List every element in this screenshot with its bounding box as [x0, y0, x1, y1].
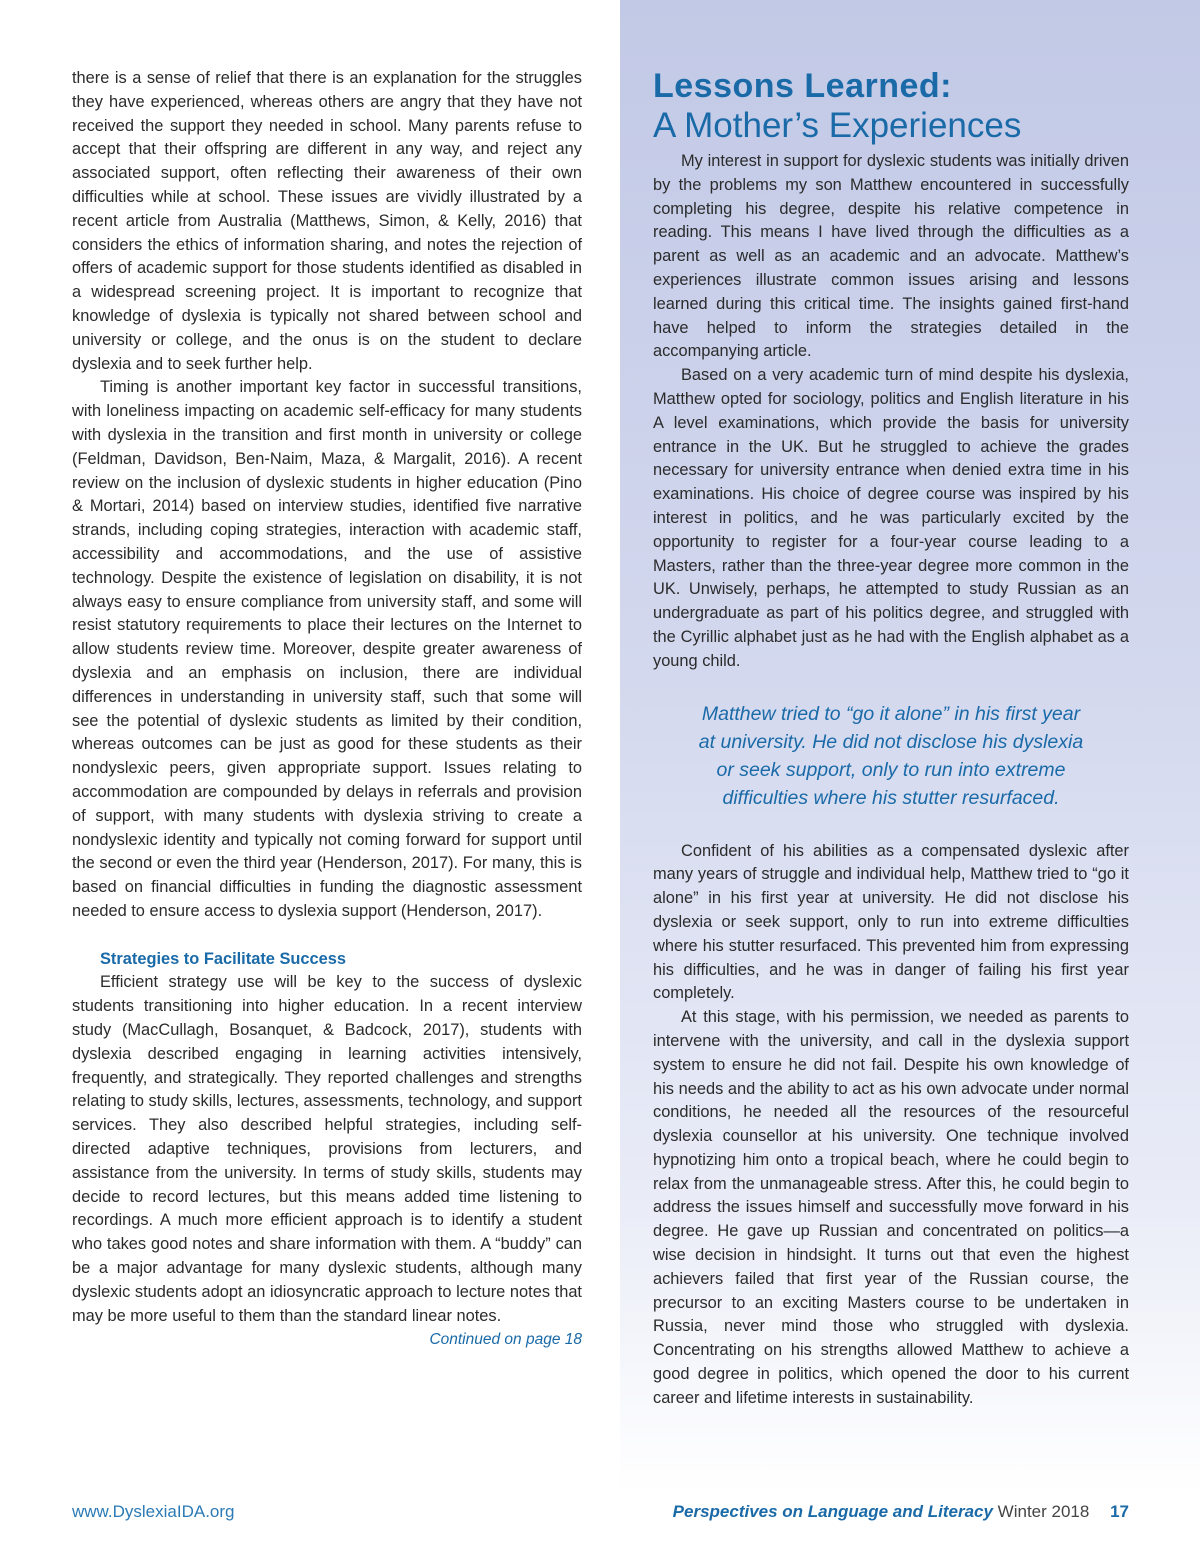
page-number: 17: [1110, 1502, 1129, 1521]
sidebar-column: [653, 150, 1129, 1411]
continued-link[interactable]: Continued on page 18: [429, 1331, 582, 1349]
section-heading: Strategies to Facilitate Success: [100, 949, 346, 968]
sidebar-paragraph: Confident of his abilities as a compensated dyslexic after many years of struggle and individual help, Matthew tried to “go it alone” in his first year at university. He did not disclose his dyslexia or seek support, only to run into extreme difficulties where his stutter resurfaced. This prevented him from expressing his difficulties, and he was in danger of failing his first year completely.: [653, 841, 1129, 1003]
sidebar-title: [653, 66, 1173, 146]
sidebar-paragraph: My interest in support for dyslexic students was initially driven by the problems my son Matthew encountered in successfully completing his degree, despite his relative competence in reading. This means I have lived through the difficulties as a parent as well as an academic and an advocate. Matthew’s experiences illustrate common issues arising and lessons learned during this critical time. The insights gained first-hand have helped to inform the strategies detailed in the accompanying article.: [653, 152, 1129, 361]
sidebar-paragraph: Based on a very academic turn of mind despite his dyslexia, Matthew opted for sociology, politics and English literature in his A level examinations, which provide the basis for university entrance in the UK. But he struggled to achieve the grades necessary for university entrance when denied extra time in his examinations. His choice of degree course was inspired by his interest in politics, and he was particularly excited by the opportunity to register for a four-year course leading to a Masters, rather than the three-year degree more common in the UK. Unwisely, perhaps, he attempted to study Russian as an undergraduate as part of his politics degree, and struggled with the Cyrillic alphabet just as he had with the English alphabet as a young child.: [653, 366, 1129, 670]
footer-publication: Perspectives on Language and Literacy: [672, 1502, 993, 1521]
body-paragraph: Timing is another important key factor in successful transitions, with loneliness impacting on academic self-efficacy for many students with dyslexia in the transition and first month in university or college (Feldman, Davidson, Ben-Naim, Maza, & Margalit, 2016). A recent review on the inclusion of dyslexic students in higher education (Pino & Mortari, 2014) based on interview studies, identified five narrative strands, including coping strategies, interaction with academic staff, accessibility and accommodations, and the use of assistive technology. Despite the existence of legislation on disability, it is not always easy to ensure compliance from university staff, and some will resist statutory requirements to place their lectures on the Internet to allow students review time. Moreover, despite greater awareness of dyslexia and an emphasis on inclusion, there are individual differences in understanding in university staff, such that some will see the potential of dyslexic students as limited by their condition, whereas outcomes can be just as good for these students as their nondyslexic peers, given appropriate support. Issues relating to accommodation are compounded by delays in referrals and provision of support, with many students with dyslexia striving to create a nondyslexic identity and typically not coming forward for support until the second or even the third year (Henderson, 2017). For many, this is based on financial difficulties in funding the diagnostic assessment needed to ensure access to dyslexia support (Henderson, 2017).: [72, 378, 582, 920]
pull-quote-line: difficulties where his stutter resurfaced.: [722, 786, 1060, 809]
body-paragraph: there is a sense of relief that there is an explanation for the struggles they have experienced, whereas others are angry that they have not received the support they needed in school. Many parents refuse to accept that their offspring are different in any way, and reject any associated support, often reflecting their awareness of their own difficulties while at school. These issues are vividly illustrated by a recent article from Australia (Matthews, Simon, & Kelly, 2016) that considers the ethics of information sharing, and notes the rejection of offers of academic support for those students identified as disabled in a widespread screening project. It is important to recognize that knowledge of dyslexia is typically not shared between school and university or college, and the onus is on the student to declare dyslexia and to seek further help.: [72, 69, 582, 373]
footer-website-link[interactable]: www.DyslexiaIDA.org: [72, 1502, 235, 1521]
body-paragraph: Efficient strategy use will be key to the success of dyslexic students transitioning into higher education. In a recent interview study (MacCullagh, Bosanquet, & Badcock, 2017), students with dyslexia described engaging in learning activities intensively, frequently, and strategically. They reported challenges and strengths relating to study skills, lectures, assessments, technology, and support services. They also described helpful strategies, including self-directed adaptive techniques, provisions from lecturers, and assistance from the university. In terms of study skills, students may decide to record lectures, but this means added time listening to recordings. A much more efficient approach is to identify a student who takes good notes and share information with them. A “buddy” can be a major advantage for many dyslexic students, although many dyslexic students adopt an idiosyncratic approach to lecture notes that may be more useful to them than the standard linear notes.: [72, 973, 582, 1325]
pull-quote-line: Matthew tried to “go it alone” in his first year: [701, 702, 1081, 725]
sidebar-title-line1: Lessons Learned:: [653, 67, 952, 105]
footer-issue: Winter 2018: [997, 1502, 1090, 1521]
footer-publication-info: [622, 1500, 1129, 1524]
left-column: [72, 67, 582, 1352]
pull-quote-line: at university. He did not disclose his dyslexia: [698, 730, 1084, 753]
pull-quote-line: or seek support, only to run into extreme: [716, 758, 1066, 781]
pull-quote: [653, 700, 1129, 812]
sidebar-paragraph: At this stage, with his permission, we needed as parents to intervene with the university, and call in the dyslexia support system to ensure he did not fail. Despite his own knowledge of his needs and the ability to act as his own advocate under normal conditions, he needed all the resources of the resourceful dyslexia counsellor at his university. One technique involved hypnotizing him onto a tropical beach, where he could begin to relax from the unmanageable stress. After this, he could begin to address the issues himself and successfully move forward in his degree. He gave up Russian and concentrated on politics—a wise decision in hindsight. It turns out that even the highest achievers failed that first year of the Russian course, the precursor to an exciting Masters course to be undertaken in Russia, never mind those who struggled with dyslexia. Concentrating on his strengths allowed Matthew to achieve a good degree in politics, which opened the door to his current career and lifetime interests in sustainability.: [653, 1008, 1129, 1407]
sidebar-title-line2: A Mother’s Experiences: [653, 106, 1022, 145]
